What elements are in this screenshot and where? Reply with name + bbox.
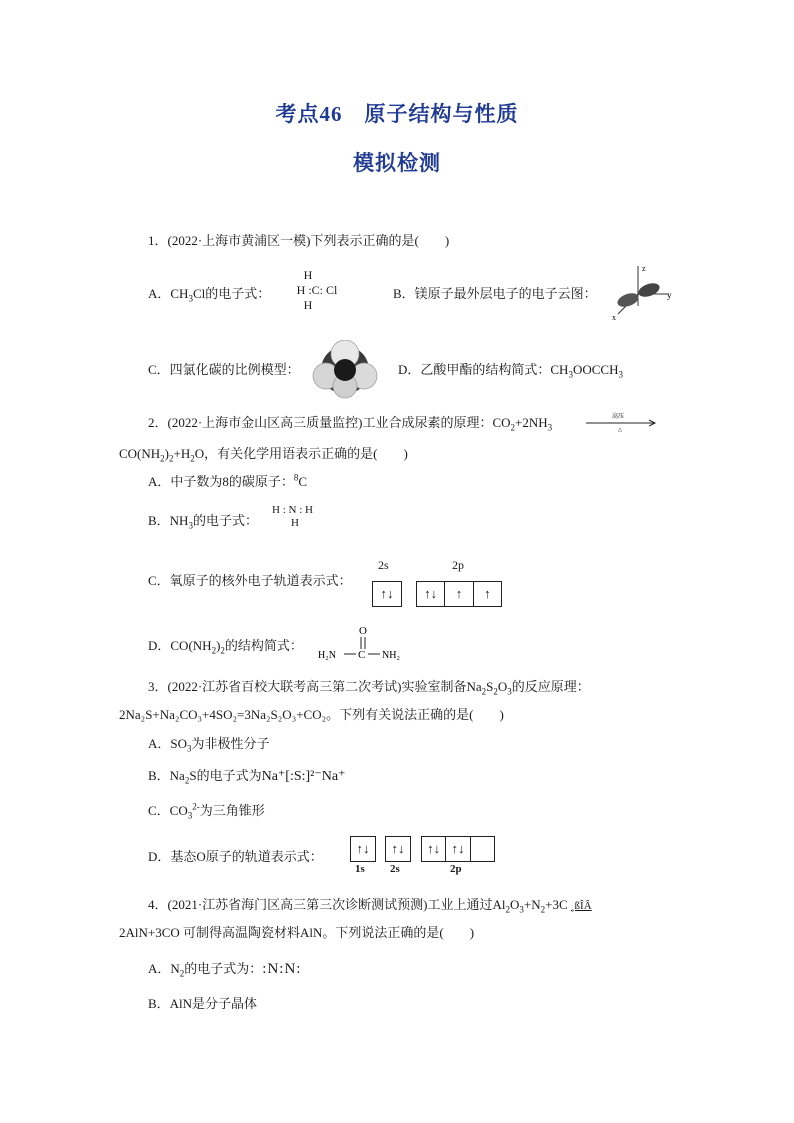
- q3-option-d: D．基态O原子的轨道表示式：: [148, 849, 323, 864]
- axis-x-label: x: [612, 313, 616, 322]
- q4-stem: 4．(2021·江苏省海门区高三第三次诊断测试预测)工业上通过$Al_2O_3+N_2+3C$ ¸ßÎÂ: [148, 897, 592, 915]
- q2-orbital-box-2s: ↑↓: [372, 581, 402, 607]
- q2-option-d: D．$CO(NH_2)_2$的结构简式：: [148, 638, 303, 656]
- q2-option-c: C．氧原子的核外电子轨道表示式：: [148, 573, 352, 588]
- q2-reaction-arrow: [584, 412, 660, 432]
- q2-orbital-label-2p: 2p: [452, 558, 464, 572]
- urea-carbon: C: [358, 649, 366, 661]
- q3-label-2p: 2p: [450, 863, 462, 875]
- q3-option-b: B．$Na_2S$的电子式为Na⁺[:S:]²⁻Na⁺: [148, 768, 346, 786]
- q3-label-2s: 2s: [390, 863, 400, 875]
- q1-option-c: C．四氯化碳的比例模型：: [148, 362, 300, 377]
- page-title: 考点46 原子结构与性质: [275, 102, 519, 126]
- arrow-condition-bottom: △: [618, 428, 622, 432]
- q3-stem-line2: 2Na₂S+Na₂CO₃+4SO₂=3Na₂S₂O₃+CO₂。下列有关说法正确的是( ): [119, 707, 504, 722]
- q1-option-b: B．镁原子最外层电子的电子云图：: [393, 286, 597, 301]
- q3-label-1s: 1s: [355, 863, 365, 875]
- q1-stem: 1．(2022·上海市黄浦区一模)下列表示正确的是( ): [148, 233, 450, 248]
- q4-stem-line2: 2AlN+3CO 可制得高温陶瓷材料AlN。下列说法正确的是( ): [119, 925, 475, 940]
- q2-urea-structure: [316, 624, 416, 664]
- q3-orbital-box-1s: ↑↓: [350, 836, 376, 862]
- q4-option-a: A．$N_2$的电子式为：:N:N:: [148, 961, 302, 979]
- page-subtitle: 模拟检测: [353, 151, 441, 175]
- q2-orbital-label-2s: 2s: [378, 558, 389, 572]
- urea-left-group: H₂N: [318, 650, 336, 661]
- q3-stem: 3．(2022·江苏省百校大联考高三第二次考试)实验室制备$Na_2S_2O_3$的反应原理：: [148, 679, 590, 697]
- q2-stem-line2: $CO(NH_2)_2+H_2O$，有关化学用语表示正确的是( ): [119, 446, 408, 464]
- q1-option-d: D．乙酸甲酯的结构简式：$CH_3OOCCH_3$: [398, 362, 623, 380]
- urea-right-group: NH₂: [382, 650, 400, 661]
- axis-z-label: z: [642, 264, 646, 273]
- q2-orbital-box-2p: ↑↓ ↑ ↑: [416, 581, 502, 607]
- q3-orbital-box-2p: ↑↓ ↑↓: [421, 836, 495, 862]
- q4-option-b: B．AlN是分子晶体: [148, 996, 258, 1011]
- arrow-condition-top: 高压: [612, 414, 625, 420]
- q1-option-a: A．$CH_3Cl$的电子式：: [148, 286, 271, 304]
- q2-option-a: A．中子数为8的碳原子：$^8$C: [148, 472, 308, 489]
- q1-electron-cloud-figure: [606, 262, 676, 322]
- q2-option-b: B．$NH_3$的电子式：: [148, 513, 258, 531]
- urea-oxygen: O: [359, 625, 367, 637]
- axis-y-label: y: [667, 290, 672, 300]
- q2-nh3-electron-formula: H : N : H H: [272, 504, 313, 529]
- q3-option-a: A．$SO_3$为非极性分子: [148, 736, 270, 754]
- q1-ccl4-model-figure: [310, 340, 380, 400]
- q1-ch3cl-electron-formula: H H :C: Cl H: [296, 268, 338, 312]
- q3-orbital-box-2s: ↑↓: [385, 836, 411, 862]
- q2-stem: 2．(2022·上海市金山区高三质量监控)工业合成尿素的原理：$CO_2+2NH_3$: [148, 415, 553, 433]
- q3-option-c: C．$CO_3^{2-}$为三角锥形: [148, 801, 265, 821]
